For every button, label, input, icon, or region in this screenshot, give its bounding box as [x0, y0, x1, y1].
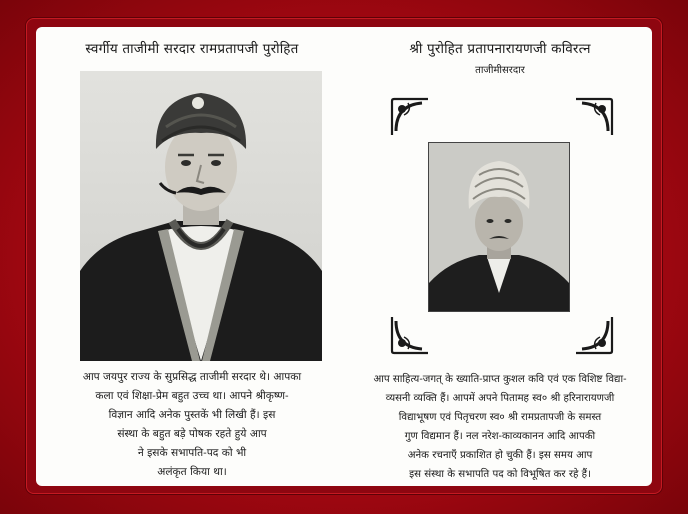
right-column: [348, 27, 652, 486]
left-column: [36, 27, 348, 486]
right-paragraph-line: गुण विद्यमान हैं। नल नरेश-काव्यकानन आदि आपकी: [404, 431, 596, 442]
corner-ornament-bottom-right: [572, 313, 616, 357]
right-title: श्री पुरोहित प्रतापनारायणजी कविरत्न: [409, 41, 591, 57]
left-paragraph-line: संस्था के बहुत बड़े पोषक रहते हुये आप: [117, 428, 267, 440]
corner-ornament-bottom-left: [388, 313, 432, 357]
right-paragraph-line: विद्याभूषण एवं पितृचरण स्व० श्री रामप्रतापजी के समस्त: [398, 412, 602, 423]
left-portrait-photo: [80, 71, 322, 361]
corner-ornament-top-right: [572, 95, 616, 139]
left-paragraph-line: अलंकृत किया था।: [157, 466, 227, 478]
left-paragraph-line: ने इसके सभापति-पद को भी: [137, 447, 247, 459]
right-paragraph-line: अनेक रचनाएँ प्रकाशित हो चुकी हैं। इस समय आप: [407, 450, 593, 461]
left-paragraph-line: आप जयपुर राज्य के सुप्रसिद्ध ताजीमी सरदार थे। आपका: [82, 371, 302, 383]
right-paragraph-line: इस संस्था के सभापति पद को विभूषित कर रहे हैं।: [409, 469, 591, 480]
corner-ornament-top-left: [388, 95, 432, 139]
left-paragraph-line: विज्ञान आदि अनेक पुस्तकें भी लिखी हैं। इस: [108, 409, 276, 421]
left-title: स्वर्गीय ताजीमी सरदार रामप्रतापजी पुरोहित: [85, 41, 299, 57]
right-paragraph-line: आप साहित्य-जगत् के ख्याति-प्राप्त कुशल कवि एवं एक विशिष्ट विद्या-: [373, 374, 627, 385]
right-subtitle: ताजीमीसरदार: [475, 65, 525, 76]
left-paragraph: [44, 368, 340, 482]
right-portrait-photo: [428, 142, 570, 312]
left-paragraph-line: कला एवं शिक्षा-प्रेम बहुत उच्च था। आपने श्रीकृष्ण-: [95, 390, 289, 402]
document-page: [36, 27, 652, 486]
right-paragraph-line: व्यसनी व्यक्ति हैं। आपमें अपने पितामह स्व० श्री हरिनारायणजी: [385, 393, 615, 404]
right-paragraph: [348, 370, 652, 484]
